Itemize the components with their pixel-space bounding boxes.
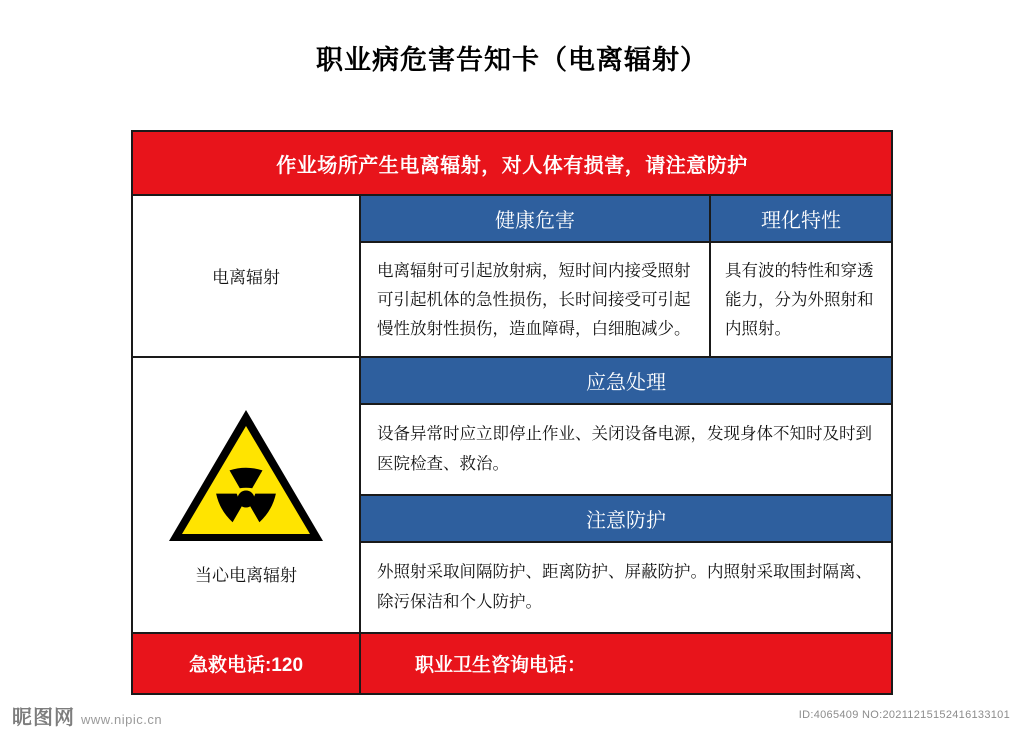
header-emergency: 应急处理 (361, 358, 891, 405)
watermark-bar (0, 693, 1024, 737)
watermark-url: www.nipic.cn (81, 711, 163, 727)
text-emergency: 设备异常时应立即停止作业、关闭设备电源，发现身体不知时及时到医院检查、救治。 (361, 405, 891, 496)
warning-sign-caption: 当心电离辐射 (195, 565, 297, 585)
emergency-phone-label: 急救电话:120 (133, 634, 361, 693)
header-health-hazard: 健康危害 (361, 196, 711, 241)
text-protection: 外照射采取间隔防护、距离防护、屏蔽防护。内照射采取围封隔离、除污保洁和个人防护。 (377, 562, 872, 612)
phone-footer-row (133, 634, 891, 693)
text-physical-properties: 具有波的特性和穿透能力，分为外照射和内照射。 (725, 262, 874, 338)
hazard-info-headers (361, 196, 891, 243)
watermark-logo: 昵图网 (12, 706, 75, 729)
emergency-protection-columns (361, 358, 891, 632)
page-title: 职业病危害告知卡（电离辐射） (316, 45, 708, 75)
hazard-name-label: 电离辐射 (212, 268, 280, 288)
emergency-protection-row (133, 358, 891, 634)
header-physical-properties: 理化特性 (711, 196, 891, 241)
radiation-warning-icon (165, 404, 327, 551)
hazard-notification-card (131, 130, 893, 695)
warning-sign-cell (133, 358, 361, 632)
hazard-name-cell (133, 196, 361, 356)
text-health-hazard: 电离辐射可引起放射病，短时间内接受照射可引起机体的急性损伤，长时间接受可引起慢性放射性损伤，造血障碍，白细胞减少。 (361, 243, 711, 356)
header-protection: 注意防护 (361, 496, 891, 543)
watermark-meta: ID:4065409 NO:20211215152416133101 (798, 709, 1010, 721)
hazard-info-bodies (361, 243, 891, 356)
warning-banner: 作业场所产生电离辐射，对人体有损害，请注意防护 (133, 132, 891, 196)
hazard-info-row (133, 196, 891, 358)
consult-phone-label: 职业卫生咨询电话： (415, 654, 587, 676)
hazard-info-columns (361, 196, 891, 356)
watermark-brand (12, 701, 162, 730)
